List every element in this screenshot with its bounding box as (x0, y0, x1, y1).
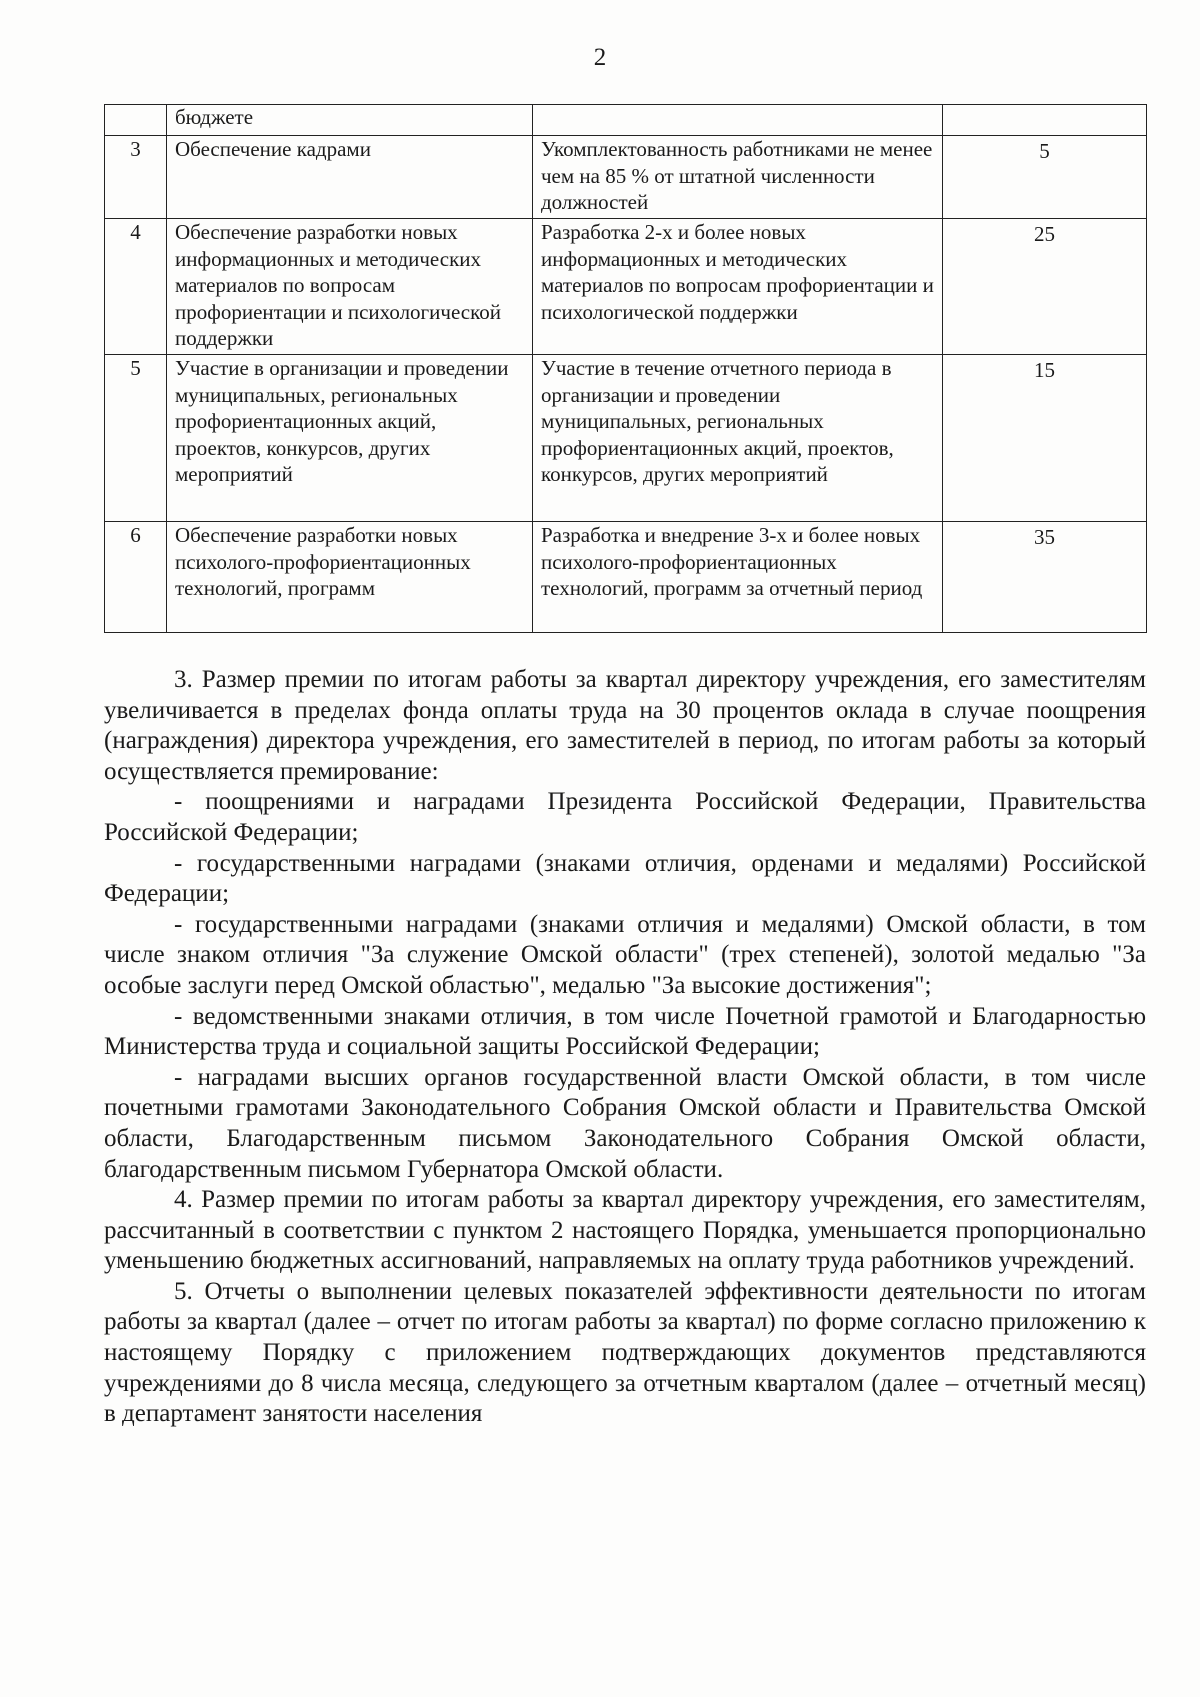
table-row (105, 136, 1147, 219)
table-cell-indicator: Укомплектованность работниками не менее чем на 85 % от штатной численности должностей (533, 136, 943, 219)
list-item: - поощрениями и наградами Президента Российской Федерации, Правительства Российской Федерации; (104, 788, 1146, 846)
paragraph-5: 5. Отчеты о выполнении целевых показателей эффективности деятельности по итогам работы за квартал (далее – отчет по итогам работы за квартал) по форме согласно приложению к настоящему Порядку с приложением подтверждающих документов представляются учреждениями до 8 числа месяца, следующего за отчетным кварталом (далее – отчетный месяц) в департамент занятости населения (104, 1277, 1146, 1428)
table-cell-num: 4 (105, 219, 167, 355)
list-item: - государственными наградами (знаками отличия и медалями) Омской области, в том числе знаком отличия "За служение Омской области" (трех степеней), золотой медалью "За особые заслуги перед Омской областью", медалью "За высокие достижения"; (104, 910, 1146, 999)
table-cell-indicator (533, 105, 943, 136)
list-item: - наградами высших органов государственной власти Омской области, в том числе почетными грамотами Законодательного Собрания Омской области и Правительства Омской области, Благодарственным письмом Законодательного Собрания Омской области, благодарственным письмом Губернатора Омской области. (104, 1063, 1146, 1183)
page-number: 2 (593, 44, 607, 71)
table-cell-score: 25 (943, 219, 1147, 355)
table-cell-num: 6 (105, 522, 167, 633)
table-cell-criterion: Обеспечение разработки новых информационных и методических материалов по вопросам профориентации и психологической поддержки (167, 219, 533, 355)
table-cell-score: 5 (943, 136, 1147, 219)
table-row (105, 522, 1147, 633)
list-item: - ведомственными знаками отличия, в том числе Почетной грамотой и Благодарностью Министерства труда и социальной защиты Российской Федерации; (104, 1002, 1146, 1061)
criteria-table (104, 104, 1147, 633)
table-cell-indicator: Участие в течение отчетного периода в организации и проведении муниципальных, региональных профориентационных акций, проектов, конкурсов, других мероприятий (533, 355, 943, 522)
table-cell-criterion: Участие в организации и проведении муниципальных, региональных профориентационных акций, проектов, конкурсов, других мероприятий (167, 355, 533, 522)
body-text (104, 665, 1146, 1430)
table-cell-score (943, 105, 1147, 136)
table-cell-indicator: Разработка 2-х и более новых информационных и методических материалов по вопросам профориентации и психологической поддержки (533, 219, 943, 355)
table-row (105, 219, 1147, 355)
table-cell-score: 15 (943, 355, 1147, 522)
table-cell-criterion: Обеспечение разработки новых психолого-профориентационных технологий, программ (167, 522, 533, 633)
table-cell-indicator: Разработка и внедрение 3-х и более новых психолого-профориентационных технологий, программ за отчетный период (533, 522, 943, 633)
table-row-continuation (105, 105, 1147, 136)
table-cell-score: 35 (943, 522, 1147, 633)
table-row (105, 355, 1147, 522)
table-cell-criterion: бюджете (167, 105, 533, 136)
table-cell-num: 5 (105, 355, 167, 522)
table-cell-criterion: Обеспечение кадрами (167, 136, 533, 219)
list-item: - государственными наградами (знаками отличия, орденами и медалями) Российской Федерации; (104, 849, 1146, 908)
table-cell-num: 3 (105, 136, 167, 219)
paragraph-3: 3. Размер премии по итогам работы за квартал директору учреждения, его заместителям увеличивается в пределах фонда оплаты труда на 30 процентов оклада в случае поощрения (награждения) директора учреждения, его заместителей в период, по итогам работы за который осуществляется премирование: (104, 666, 1146, 785)
paragraph-4: 4. Размер премии по итогам работы за квартал директору учреждения, его заместителям, рассчитанный в соответствии с пунктом 2 настоящего Порядка, уменьшается пропорционально уменьшению бюджетных ассигнований, направляемых на оплату труда работников учреждений. (104, 1186, 1146, 1275)
table-cell-num (105, 105, 167, 136)
